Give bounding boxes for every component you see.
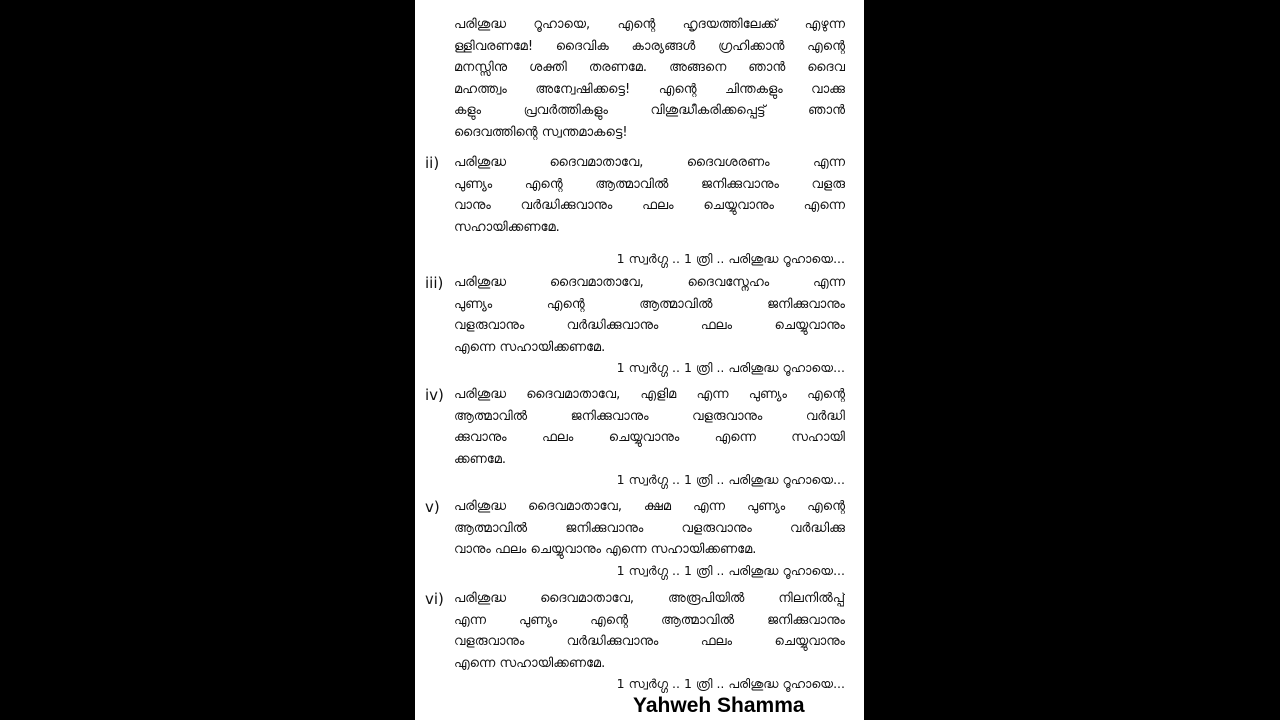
text-line: വാനും വർദ്ധിക്കുവാനും ഫലം ചെയ്യുവാനും എന്നെ <box>454 198 845 213</box>
intro-paragraph <box>454 14 845 143</box>
prayer-item <box>415 588 864 694</box>
text-line: മഹത്ത്വം അന്വേഷിക്കട്ടെ! എന്റെ ചിന്തകളും വാക്കു <box>454 81 845 97</box>
text-line: പരിശുദ്ധ ദൈവമാതാവേ, അരൂപിയിൽ നിലനിൽപ്പ് <box>454 591 845 606</box>
prayer-refrain: 1 സ്വർഗ്ഗ .. 1 ത്രി .. പരിശുദ്ധ റൂഹായെ... <box>616 251 845 266</box>
text-line: പുണ്യം എന്റെ ആത്മാവിൽ ജനിക്കുവാനും വളരു <box>454 176 845 192</box>
prayer-item <box>415 384 864 490</box>
prayer-text <box>454 384 845 470</box>
text-line: മനസ്സിനു ശക്തി തരണമേ. അങ്ങനെ ഞാൻ ദൈവ <box>454 60 845 75</box>
prayer-number: ii) <box>425 154 440 172</box>
text-line: എന്നെ സഹായിക്കണമേ. <box>454 339 606 355</box>
prayer-item <box>415 152 864 269</box>
text-line: പരിശുദ്ധ റൂഹായെ, എന്റെ ഹൃദയത്തിലേക്ക് എഴുന്ന <box>454 17 845 32</box>
text-line: പരിശുദ്ധ ദൈവമാതാവേ, എളിമ എന്ന പുണ്യം എന്റെ <box>454 387 845 402</box>
watermark: Yahweh Shamma <box>633 694 805 717</box>
prayer-text <box>454 496 845 561</box>
text-line: പുണ്യം എന്റെ ആത്മാവിൽ ജനിക്കുവാനും <box>454 296 845 312</box>
text-line: വാനും ഫലം ചെയ്യുവാനും എന്നെ സഹായിക്കണമേ. <box>454 542 757 557</box>
prayer-item <box>415 272 864 378</box>
text-line: പരിശുദ്ധ ദൈവമാതാവേ, ദൈവസ്നേഹം എന്ന <box>454 275 845 290</box>
prayer-number: iii) <box>425 274 444 292</box>
text-line: ആത്മാവിൽ ജനിക്കുവാനും വളരുവാനും വർദ്ധിക്കു <box>454 520 845 536</box>
text-line: എന്ന പുണ്യം എന്റെ ആത്മാവിൽ ജനിക്കുവാനും <box>454 612 845 628</box>
prayer-number: iv) <box>425 386 444 404</box>
text-line: ആത്മാവിൽ ജനിക്കുവാനും വളരുവാനും വർദ്ധി <box>454 408 845 424</box>
document-page <box>415 0 864 720</box>
text-line: കളും പ്രവർത്തികളും വിശുദ്ധീകരിക്കപ്പെട്ട് ഞാൻ <box>454 103 845 118</box>
text-line: വളരുവാനും വർദ്ധിക്കുവാനും ഫലം ചെയ്യുവാനും <box>454 318 845 333</box>
prayer-number: vi) <box>425 590 444 608</box>
prayer-text <box>454 152 845 238</box>
prayer-refrain: 1 സ്വർഗ്ഗ .. 1 ത്രി .. പരിശുദ്ധ റൂഹായെ... <box>616 472 845 487</box>
text-line: പരിശുദ്ധ ദൈവമാതാവേ, ക്ഷമ എന്ന പുണ്യം എന്റെ <box>454 499 845 514</box>
prayer-item <box>415 496 864 581</box>
prayer-refrain: 1 സ്വർഗ്ഗ .. 1 ത്രി .. പരിശുദ്ധ റൂഹായെ... <box>616 676 845 691</box>
text-line: ള്ളിവരണമേ! ദൈവിക കാര്യങ്ങൾ ഗ്രഹിക്കാൻ എന്റെ <box>454 38 845 54</box>
text-line: ദൈവത്തിന്റെ സ്വന്തമാകട്ടെ! <box>454 124 628 140</box>
text-line: വളരുവാനും വർദ്ധിക്കുവാനും ഫലം ചെയ്യുവാനും <box>454 634 845 649</box>
prayer-number: v) <box>425 498 440 516</box>
text-line: സഹായിക്കണമേ. <box>454 219 560 235</box>
prayer-text <box>454 588 845 674</box>
text-line: പരിശുദ്ധ ദൈവമാതാവേ, ദൈവശരണം എന്ന <box>454 155 845 170</box>
prayer-refrain: 1 സ്വർഗ്ഗ .. 1 ത്രി .. പരിശുദ്ധ റൂഹായെ... <box>616 360 845 375</box>
prayer-text <box>454 272 845 358</box>
text-line: ക്കുവാനും ഫലം ചെയ്യുവാനും എന്നെ സഹായി <box>454 430 845 445</box>
text-line: എന്നെ സഹായിക്കണമേ. <box>454 655 606 671</box>
text-line: ക്കണമേ. <box>454 451 507 467</box>
prayer-refrain: 1 സ്വർഗ്ഗ .. 1 ത്രി .. പരിശുദ്ധ റൂഹായെ... <box>616 562 845 578</box>
